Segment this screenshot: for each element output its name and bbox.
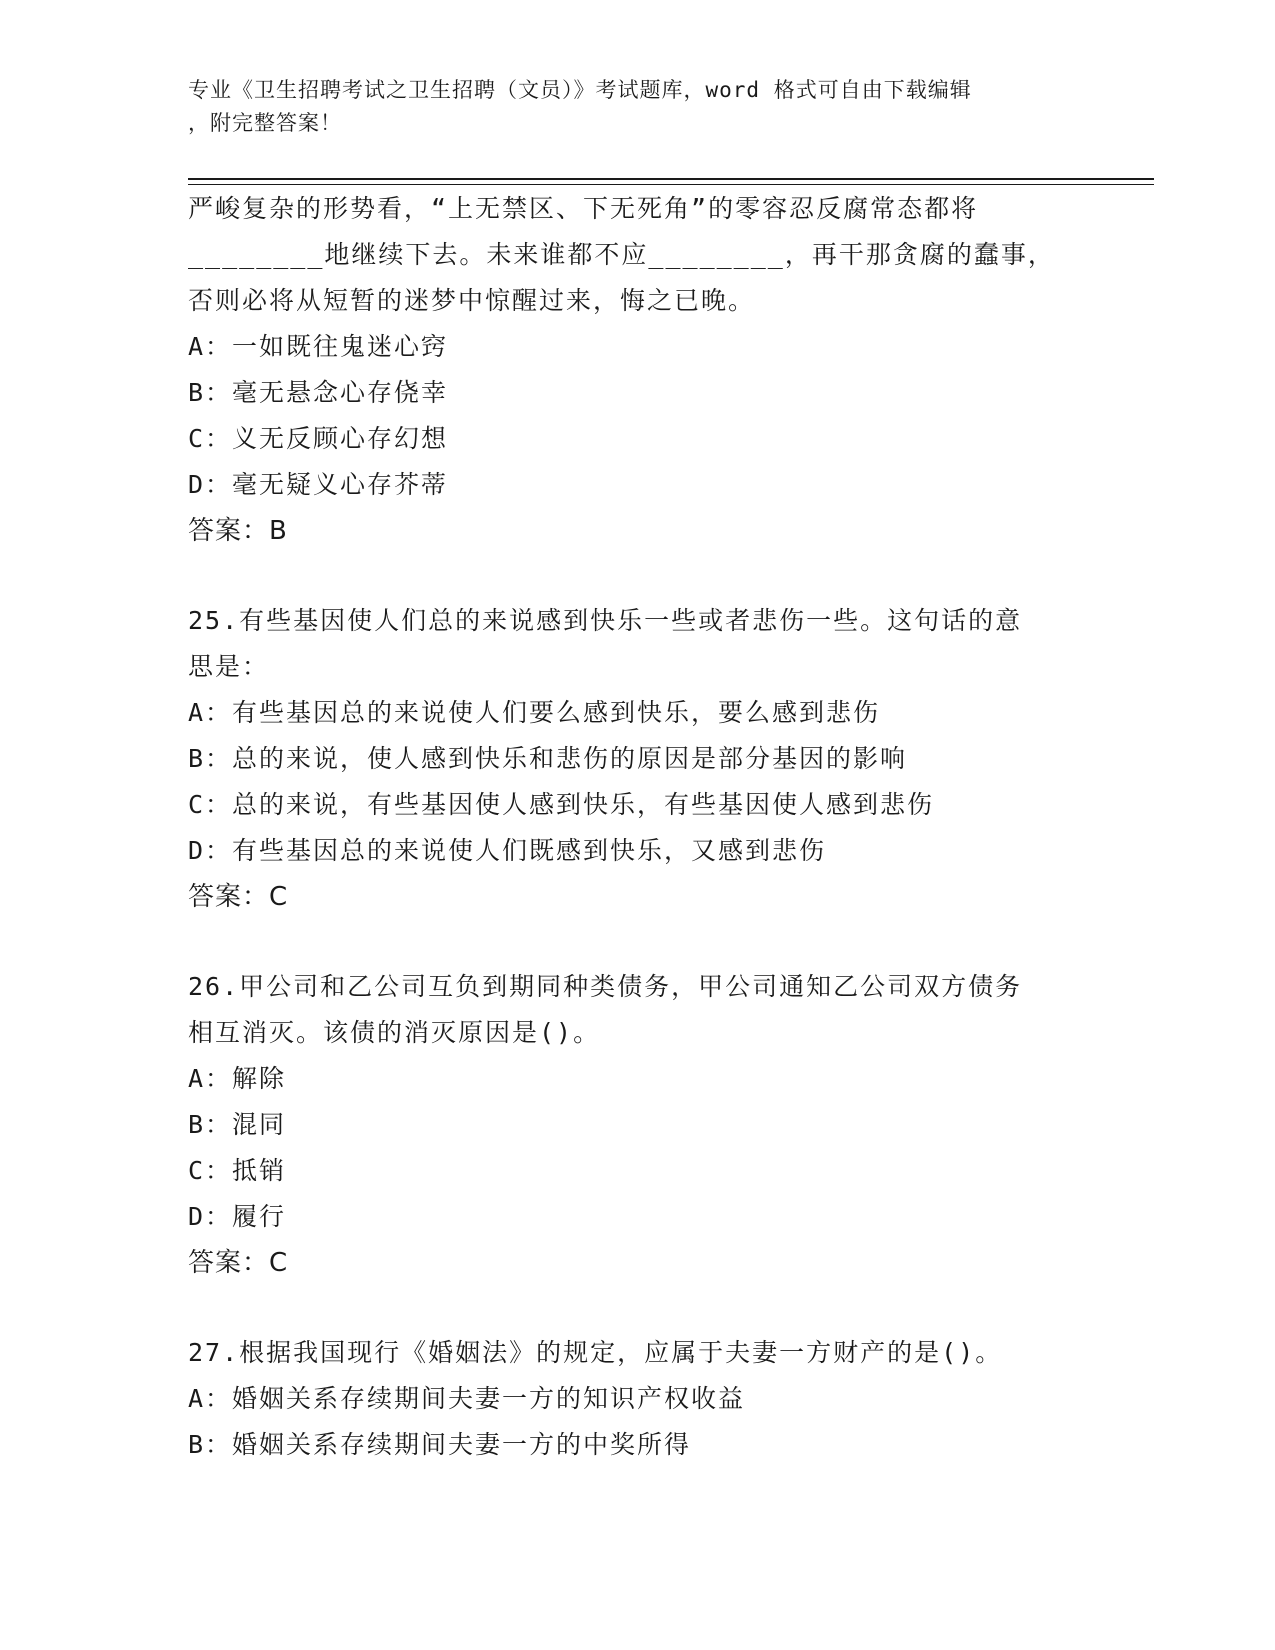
question-25 xyxy=(188,598,1088,920)
option-b: B：混同 xyxy=(188,1110,287,1139)
question-spacer xyxy=(188,1286,1088,1330)
header-divider-thin xyxy=(188,184,1154,185)
option-c: C：抵销 xyxy=(188,1156,287,1185)
option-d: D：毫无疑义心存芥蒂 xyxy=(188,470,449,499)
option-b: B：总的来说，使人感到快乐和悲伤的原因是部分基因的影响 xyxy=(188,744,908,773)
question-stem-line: 否则必将从短暂的迷梦中惊醒过来，悔之已晚。 xyxy=(188,286,756,315)
question-stem-line: 26.甲公司和乙公司互负到期同种类债务，甲公司通知乙公司双方债务 xyxy=(188,972,1023,1001)
question-27 xyxy=(188,1330,1088,1468)
option-b: B：婚姻关系存续期间夫妻一方的中奖所得 xyxy=(188,1430,692,1459)
question-stem-line: 严峻复杂的形势看，“上无禁区、下无死角”的零容忍反腐常态都将 xyxy=(188,194,979,223)
option-a: A：婚姻关系存续期间夫妻一方的知识产权收益 xyxy=(188,1384,746,1413)
header-line-1: 专业《卫生招聘考试之卫生招聘（文员）》考试题库，word 格式可自由下载编辑 xyxy=(188,78,972,102)
question-stem-line: ________地继续下去。未来谁都不应________，再干那贪腐的蠢事， xyxy=(188,240,1055,269)
option-a: A：一如既往鬼迷心窍 xyxy=(188,332,449,361)
question-stem-line: 相互消灭。该债的消灭原因是()。 xyxy=(188,1018,601,1047)
option-a: A：有些基因总的来说使人们要么感到快乐，要么感到悲伤 xyxy=(188,698,881,727)
answer-label: 答案：B xyxy=(188,516,288,546)
question-stem-line: 27.根据我国现行《婚姻法》的规定，应属于夫妻一方财产的是()。 xyxy=(188,1338,1003,1367)
option-b: B：毫无悬念心存侥幸 xyxy=(188,378,449,407)
option-a: A：解除 xyxy=(188,1064,287,1093)
answer-label: 答案：C xyxy=(188,882,289,912)
option-d: D：有些基因总的来说使人们既感到快乐，又感到悲伤 xyxy=(188,836,827,865)
option-c: C：总的来说，有些基因使人感到快乐，有些基因使人感到悲伤 xyxy=(188,790,935,819)
option-d: D：履行 xyxy=(188,1202,287,1231)
question-26 xyxy=(188,964,1088,1286)
header-divider-thick xyxy=(188,178,1154,180)
answer-label: 答案：C xyxy=(188,1248,289,1278)
question-list xyxy=(188,186,1088,1468)
option-c: C：义无反顾心存幻想 xyxy=(188,424,449,453)
document-header xyxy=(188,74,1078,140)
question-spacer xyxy=(188,920,1088,964)
question-stem-line: 25.有些基因使人们总的来说感到快乐一些或者悲伤一些。这句话的意 xyxy=(188,606,1023,635)
question-spacer xyxy=(188,554,1088,598)
header-line-2: ，附完整答案！ xyxy=(188,111,342,135)
question-stem-line: 思是： xyxy=(188,652,270,681)
question-24 xyxy=(188,186,1088,554)
